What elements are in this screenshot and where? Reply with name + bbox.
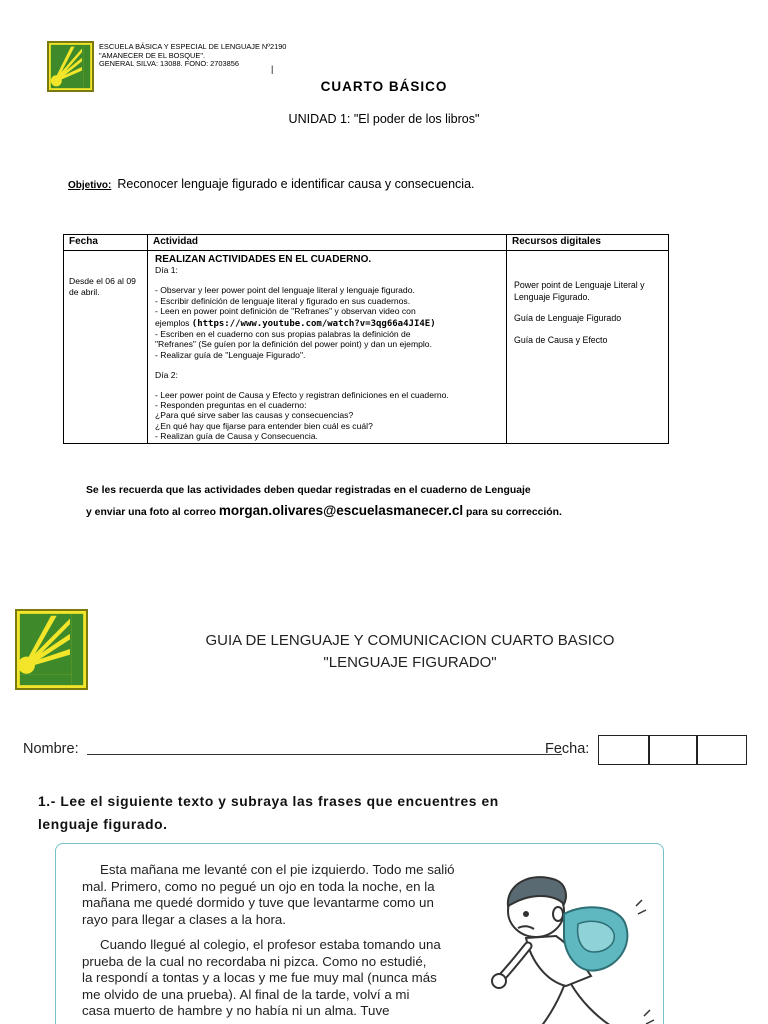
nombre-label: Nombre: [23, 741, 79, 757]
reminder-prefix: y enviar una foto al correo [86, 507, 219, 518]
activity-line: - Leer power point de Causa y Efecto y registran definiciones en el cuaderno. [155, 390, 449, 401]
table-header-row [64, 235, 669, 251]
guide-title-line2: "LENGUAJE FIGURADO" [323, 654, 497, 671]
grade-title: CUARTO BÁSICO [320, 79, 448, 94]
name-date-row [23, 740, 748, 768]
text-line: casa muerto de hambre y no había ni un alma. Tuve [82, 1003, 390, 1018]
objective-label: Objetivo: [68, 180, 112, 191]
fecha-box-day[interactable] [598, 735, 650, 765]
reminder-line2 [86, 501, 562, 523]
objective-text: Reconocer lenguaje figurado e identificar causa y consecuencia. [117, 177, 475, 191]
text-line: Esta mañana me levanté con el pie izquierdo. Todo me salió [100, 862, 455, 877]
guide-title [110, 630, 710, 674]
school-logo [15, 609, 88, 690]
fecha-box-year[interactable] [696, 735, 747, 765]
text-line: prueba de la cual no recordaba ni pizca. Como no estudié, [82, 953, 427, 969]
school-address: GENERAL SILVA: 13088. FONO: 2703856 [99, 59, 239, 69]
reading-paragraph-2 [82, 937, 487, 1020]
school-name: ESCUELA BÁSICA Y ESPECIAL DE LENGUAJE Nº2190 [99, 42, 287, 51]
guide-title-line1: GUIA DE LENGUAJE Y COMUNICACION CUARTO BASICO [205, 632, 615, 649]
column-header-recursos: Recursos digitales [507, 235, 669, 251]
fecha-box-month[interactable] [648, 735, 698, 765]
text-line: Cuando llegué al colegio, el profesor estaba tomando una [100, 937, 441, 952]
resource-item: Guía de Causa y Efecto [514, 334, 608, 345]
video-prefix: ejemplos [155, 318, 192, 329]
school-subname: "AMANECER DE EL BOSQUE". [99, 50, 206, 60]
question-1-line2: lenguaje figurado. [38, 817, 168, 832]
resource-item: Guía de Lenguaje Figurado [514, 313, 622, 323]
text-cursor: | [271, 64, 274, 74]
activity-line: - Leen en power point definición de "Refranes" y observan video con [155, 305, 416, 316]
activity-line: - Realizar guía de "Lenguaje Figurado". [155, 349, 306, 360]
activity-line: - Observar y leer power point del lenguaje literal y lenguaje figurado. [155, 285, 415, 296]
activity-line: - Escriben en el cuaderno con sus propias palabras la definición de [155, 329, 411, 340]
resource-item: Power point de Lenguaje Literal y Lenguaje Figurado. [514, 280, 645, 302]
question-1-line1: 1.- Lee el siguiente texto y subraya las frases que encuentres en [38, 794, 499, 809]
nombre-field[interactable] [87, 754, 562, 755]
reading-paragraph-1 [82, 862, 487, 928]
resources-cell [507, 251, 669, 444]
day2-label: Día 2: [155, 369, 178, 380]
text-line: la respondí a tontas y a locas y me fue muy mal (nunca más [82, 970, 437, 985]
activity-line: - Escribir definición de lenguaje literal y figurado en sus cuadernos. [155, 295, 411, 306]
activity-line: ¿Para qué sirve saber las causas y consecuencias? [155, 410, 354, 421]
activity-plan-table [63, 234, 669, 444]
activity-line: - Realizan guía de Causa y Consecuencia. [155, 430, 318, 441]
email-link[interactable]: morgan.olivares@escuelasmanecer.cl [218, 503, 464, 518]
question-1 [38, 790, 598, 836]
activity-line: - Responden preguntas en el cuaderno: [155, 400, 307, 411]
text-line: mañana me quedé dormido y tuve que levantarme como un [82, 895, 434, 910]
column-header-fecha: Fecha [64, 235, 148, 251]
activity-cell [148, 251, 507, 444]
text-line: me olvido de una prueba). Al final de la tarde, volví a mi [82, 986, 410, 1002]
reminder-suffix: para su corrección. [463, 507, 562, 518]
text-line: rayo para llegar a clases a la hora. [82, 911, 286, 927]
reminder-line1: Se les recuerda que las actividades deben quedar registradas en el cuaderno de Lenguaje [86, 485, 531, 496]
fecha-cell: Desde el 06 al 09 de abril. [64, 251, 148, 444]
activity-line: "Refranes" (Se guíen por la definición del power point) y dan un ejemplo. [155, 339, 432, 350]
table-row [64, 251, 669, 444]
activity-line-video [155, 318, 502, 329]
column-header-actividad: Actividad [148, 235, 507, 251]
reading-text-box [55, 843, 664, 1024]
activity-line: ¿En qué hay que fijarse para entender bien cuál es cuál? [155, 420, 373, 431]
school-logo-graphic [17, 611, 86, 688]
activity-heading: REALIZAN ACTIVIDADES EN EL CUADERNO. [155, 254, 372, 265]
day1-label: Día 1: [155, 265, 178, 276]
school-header [99, 42, 287, 74]
fecha-label: Fecha: [545, 741, 590, 757]
objective [68, 177, 475, 191]
text-line: mal. Primero, como no pegué un ojo en toda la noche, en la [82, 878, 435, 894]
boy-running-illustration [486, 866, 666, 1024]
reminder-note [86, 481, 562, 523]
video-link[interactable]: (https://www.youtube.com/watch?v=3qg66a4JI4E) [191, 319, 436, 330]
unit-title: UNIDAD 1: "El poder de los libros" [288, 112, 480, 126]
